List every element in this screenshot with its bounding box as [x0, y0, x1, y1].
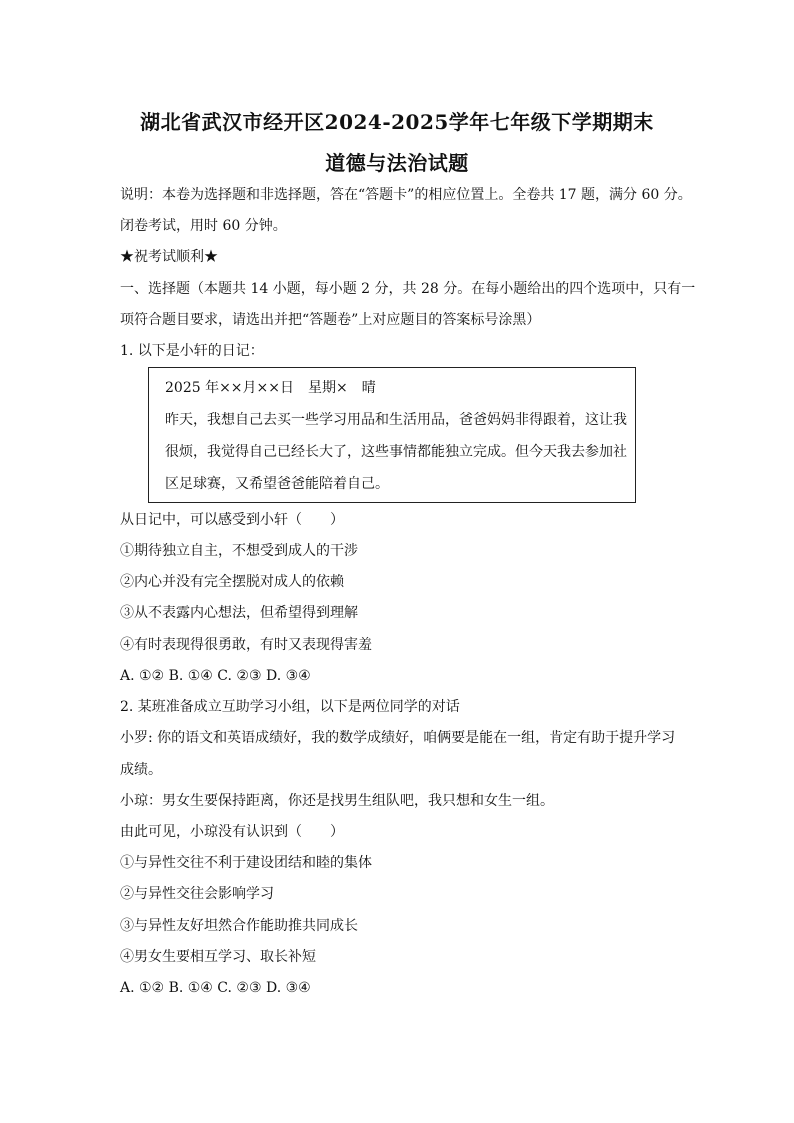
section-heading-line-2: 项符合题目要求，请选出并把“答题卷”上对应题目的答案标号涂黑） — [120, 312, 541, 328]
q2-item: ②与异性交往会影响学习 — [120, 886, 274, 902]
q2-dialog-line: 小琼：男女生要保持距离，你还是找男生组队吧，我只想和女生一组。 — [120, 793, 554, 809]
q2-dialog-line: 成绩。 — [120, 762, 162, 778]
q1-item: ②内心并没有完全摆脱对成人的依赖 — [120, 574, 344, 590]
diary-box — [148, 367, 636, 503]
exam-subtitle: 道德与法治试题 — [325, 151, 469, 175]
good-luck-line: ★祝考试顺利★ — [120, 249, 218, 265]
q1-item: ①期待独立自主，不想受到成人的干涉 — [120, 543, 358, 559]
q2-item: ③与异性友好坦然合作能助推共同成长 — [120, 918, 358, 934]
instructions-line-2: 闭卷考试，用时 60 分钟。 — [120, 218, 287, 234]
q2-stem: 2. 某班准备成立互助学习小组，以下是两位同学的对话 — [120, 699, 460, 715]
section-heading-line-1: 一、选择题（本题共 14 小题，每小题 2 分，共 28 分。在每小题给出的四个选项中，只有一 — [120, 281, 696, 297]
q1-options: A. ①② B. ①④ C. ②③ D. ③④ — [120, 668, 311, 684]
q2-item: ①与异性交往不利于建设团结和睦的集体 — [120, 855, 372, 871]
instructions-line-1: 说明：本卷为选择题和非选择题，答在“答题卡”的相应位置上。全卷共 17 题，满分 60 分。 — [120, 187, 692, 203]
q2-question: 由此可见，小琼没有认识到（ ） — [120, 824, 344, 840]
q1-question: 从日记中，可以感受到小轩（ ） — [120, 512, 344, 528]
q1-item: ③从不表露内心想法，但希望得到理解 — [120, 605, 358, 621]
q2-options: A. ①② B. ①④ C. ②③ D. ③④ — [120, 980, 311, 996]
exam-title: 湖北省武汉市经开区2024-2025学年七年级下学期期末 — [140, 110, 654, 134]
q1-stem: 1. 以下是小轩的日记： — [120, 343, 264, 359]
q2-item: ④男女生要相互学习、取长补短 — [120, 949, 316, 965]
diary-line: 区足球赛，又希望爸爸能陪着自己。 — [165, 476, 389, 492]
diary-date: 2025 年××月××日 星期× 晴 — [165, 380, 376, 396]
diary-line: 昨天，我想自己去买一些学习用品和生活用品，爸爸妈妈非得跟着，这让我 — [165, 412, 627, 428]
diary-line: 很烦，我觉得自己已经长大了，这些事情都能独立完成。但今天我去参加社 — [165, 444, 627, 460]
q1-item: ④有时表现得很勇敢，有时又表现得害羞 — [120, 637, 372, 653]
q2-dialog-line: 小罗: 你的语文和英语成绩好，我的数学成绩好，咱俩要是能在一组，肯定有助于提升学习 — [120, 730, 676, 746]
